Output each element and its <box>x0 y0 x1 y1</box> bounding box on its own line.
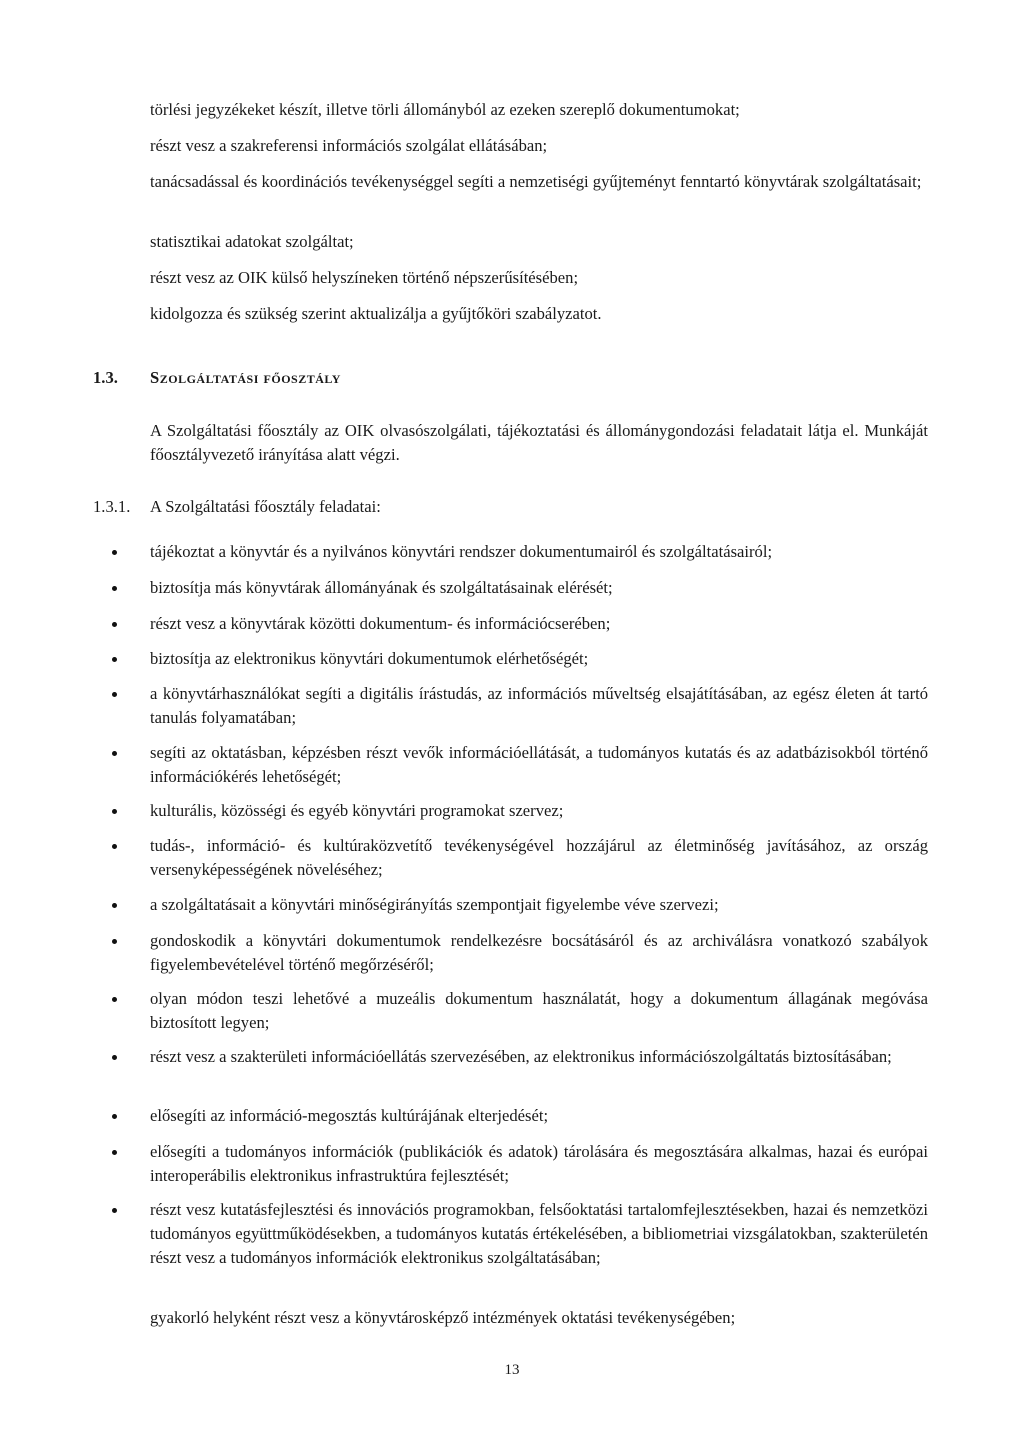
intro-line: tanácsadással és koordinációs tevékenységgel segíti a nemzetiségi gyűjteményt fenntartó könyvtárak szolgáltatásait; <box>150 172 922 191</box>
page-number: 13 <box>504 1362 520 1378</box>
bullet-icon <box>112 939 117 944</box>
intro-line: statisztikai adatokat szolgáltat; <box>150 232 354 251</box>
bullet-icon <box>112 550 117 555</box>
bullet-icon <box>112 809 117 814</box>
task-text: elősegíti az információ-megosztás kultúrájának elterjedését; <box>150 1106 549 1125</box>
task-list-item <box>150 799 928 823</box>
task-list-item <box>150 1104 928 1128</box>
subsection-number: 1.3.1. <box>93 497 131 516</box>
task-text: tájékoztat a könyvtár és a nyilvános könyvtári rendszer dokumentumairól és szolgáltatásairól; <box>150 542 773 561</box>
task-list-item <box>150 834 928 882</box>
task-list-item <box>150 1045 928 1069</box>
section-title: Szolgáltatási főosztály <box>150 368 341 387</box>
bullet-icon <box>112 1208 117 1213</box>
bullet-icon <box>112 1150 117 1155</box>
task-text: elősegíti a tudományos információk (publikációk és adatok) tárolására és megosztására alkalmas, hazai és európai interoperábilis elektronikus infrastruktúra fejlesztését; <box>150 1142 928 1185</box>
task-list-item <box>150 540 928 564</box>
task-text: részt vesz a szakterületi információellátás szervezésében, az elektronikus információszolgáltatás biztosításában; <box>150 1047 892 1066</box>
intro-line: kidolgozza és szükség szerint aktualizálja a gyűjtőköri szabályzatot. <box>150 304 602 323</box>
bullet-icon <box>112 903 117 908</box>
bullet-icon <box>112 692 117 697</box>
task-text: olyan módon teszi lehetővé a muzeális dokumentum használatát, hogy a dokumentum állagának megóvása biztosított legyen; <box>150 989 928 1032</box>
bullet-icon <box>112 1055 117 1060</box>
section-number: 1.3. <box>93 368 118 387</box>
task-list-item <box>150 1198 928 1270</box>
task-list-item <box>150 576 928 600</box>
task-list-item <box>150 741 928 789</box>
task-text: részt vesz kutatásfejlesztési és innovációs programokban, felsőoktatási tartalomfejlesztésekben, hazai és nemzetközi tudományos együttműködésekben, a tudományos kutatás értékelésében, a bibliometriai vizsgálatokban, szakterületén részt vesz a tudományos információk elektronikus szolgáltatásában; <box>150 1200 928 1267</box>
task-text: biztosítja más könyvtárak állományának és szolgáltatásainak elérését; <box>150 578 613 597</box>
bullet-icon <box>112 751 117 756</box>
task-list-item <box>150 929 928 977</box>
task-text: a könyvtárhasználókat segíti a digitális írástudás, az információs műveltség elsajátításában, az egész életen át tartó tanulás folyamatában; <box>150 684 928 727</box>
bullet-icon <box>112 586 117 591</box>
subsection-title: A Szolgáltatási főosztály feladatai: <box>150 497 381 516</box>
task-list-item <box>150 682 928 730</box>
task-list-item <box>150 612 928 636</box>
intro-line: törlési jegyzékeket készít, illetve törli állományból az ezeken szereplő dokumentumokat; <box>150 100 740 119</box>
bullet-icon <box>112 997 117 1002</box>
task-text: segíti az oktatásban, képzésben részt vevők információellátását, a tudományos kutatás és az adatbázisokból történő információkérés lehetőségét; <box>150 743 928 786</box>
task-text: gondoskodik a könyvtári dokumentumok rendelkezésre bocsátásáról és az archiválásra vonatkozó szabályok figyelembevételével történő megőrzéséről; <box>150 931 928 974</box>
section-description: A Szolgáltatási főosztály az OIK olvasószolgálati, tájékoztatási és állománygondozási feladatait látja el. Munkáját főosztályvezető irányítása alatt végzi. <box>150 421 928 464</box>
task-list-item <box>150 1140 928 1188</box>
task-text: a szolgáltatásait a könyvtári minőségirányítás szempontjait figyelembe véve szervezi; <box>150 895 719 914</box>
task-text: tudás-, információ- és kultúraközvetítő tevékenységével hozzájárul az életminőség javításához, az ország versenyképességének növeléséhez; <box>150 836 928 879</box>
task-text: biztosítja az elektronikus könyvtári dokumentumok elérhetőségét; <box>150 649 589 668</box>
task-text: kulturális, közösségi és egyéb könyvtári programokat szervez; <box>150 801 564 820</box>
intro-line: részt vesz a szakreferensi információs szolgálat ellátásában; <box>150 136 548 155</box>
bullet-icon <box>112 844 117 849</box>
closing-line: gyakorló helyként részt vesz a könyvtárosképző intézmények oktatási tevékenységében; <box>150 1308 736 1327</box>
bullet-icon <box>112 1114 117 1119</box>
task-text: részt vesz a könyvtárak közötti dokumentum- és információcserében; <box>150 614 611 633</box>
task-list-item <box>150 893 928 917</box>
bullet-icon <box>112 622 117 627</box>
intro-line: részt vesz az OIK külső helyszíneken történő népszerűsítésében; <box>150 268 579 287</box>
task-list-item <box>150 647 928 671</box>
bullet-icon <box>112 657 117 662</box>
task-list-item <box>150 987 928 1035</box>
